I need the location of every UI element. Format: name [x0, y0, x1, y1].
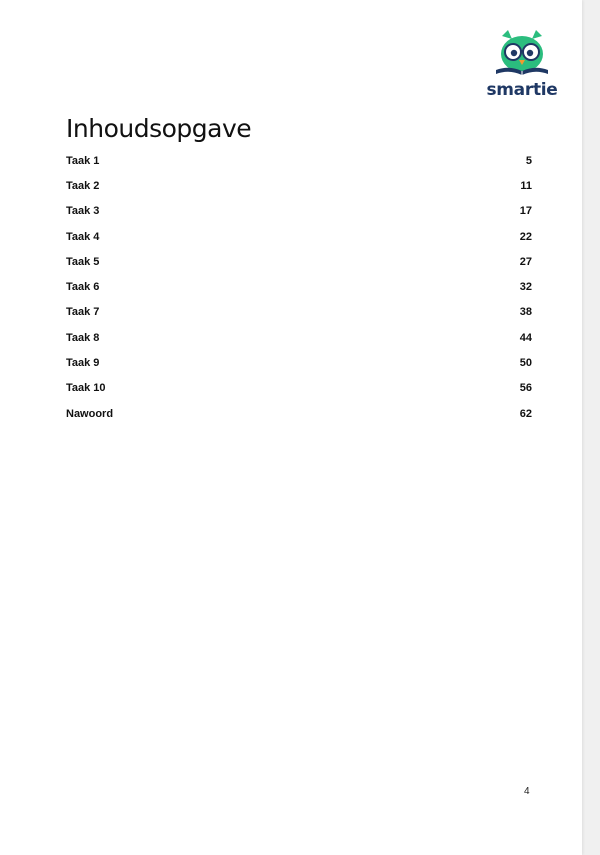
- toc-entry-page: 5: [525, 154, 532, 167]
- toc-entry[interactable]: [66, 224, 532, 249]
- toc-entry-page: 56: [519, 382, 532, 395]
- toc-entry-title: Taak 9: [66, 357, 100, 370]
- toc-entry[interactable]: [66, 350, 532, 375]
- toc-entry-page: 50: [519, 357, 532, 370]
- page-number: 4: [524, 786, 530, 797]
- toc-entry[interactable]: [66, 401, 532, 426]
- smartie-logo: [486, 30, 558, 100]
- toc-entry[interactable]: [66, 300, 532, 325]
- toc-entry-title: Nawoord: [66, 407, 114, 420]
- toc-entry[interactable]: [66, 173, 532, 198]
- toc-entry-page: 17: [519, 205, 532, 218]
- toc-entry-page: 22: [519, 230, 532, 243]
- toc-entry[interactable]: [66, 199, 532, 224]
- toc-entry-title: Taak 3: [66, 205, 100, 218]
- toc-entry-page: 11: [520, 179, 532, 192]
- toc-entry-page: 44: [519, 331, 532, 344]
- toc-entry-title: Taak 7: [66, 306, 100, 319]
- toc-entry-title: Taak 2: [66, 179, 100, 192]
- toc-entry[interactable]: [66, 148, 532, 173]
- toc-entry-title: Taak 1: [66, 154, 100, 167]
- toc-entry-page: 27: [519, 255, 532, 268]
- toc-entry-title: Taak 4: [66, 230, 100, 243]
- toc-entry-title: Taak 5: [66, 255, 100, 268]
- toc-entry-title: Taak 6: [66, 281, 100, 294]
- logo-wordmark: smartie: [486, 80, 558, 100]
- toc-entry-page: 38: [519, 306, 532, 319]
- toc-entry-title: Taak 8: [66, 331, 100, 344]
- page-title: Inhoudsopgave: [66, 114, 252, 143]
- toc-entry[interactable]: [66, 325, 532, 350]
- toc-entry-title: Taak 10: [66, 382, 106, 395]
- toc-entry-page: 32: [519, 281, 532, 294]
- toc-entry[interactable]: [66, 249, 532, 274]
- owl-reading-book-icon: [492, 30, 552, 80]
- toc-entry-page: 62: [519, 407, 532, 420]
- table-of-contents: [66, 148, 532, 426]
- toc-entry[interactable]: [66, 376, 532, 401]
- toc-entry[interactable]: [66, 274, 532, 299]
